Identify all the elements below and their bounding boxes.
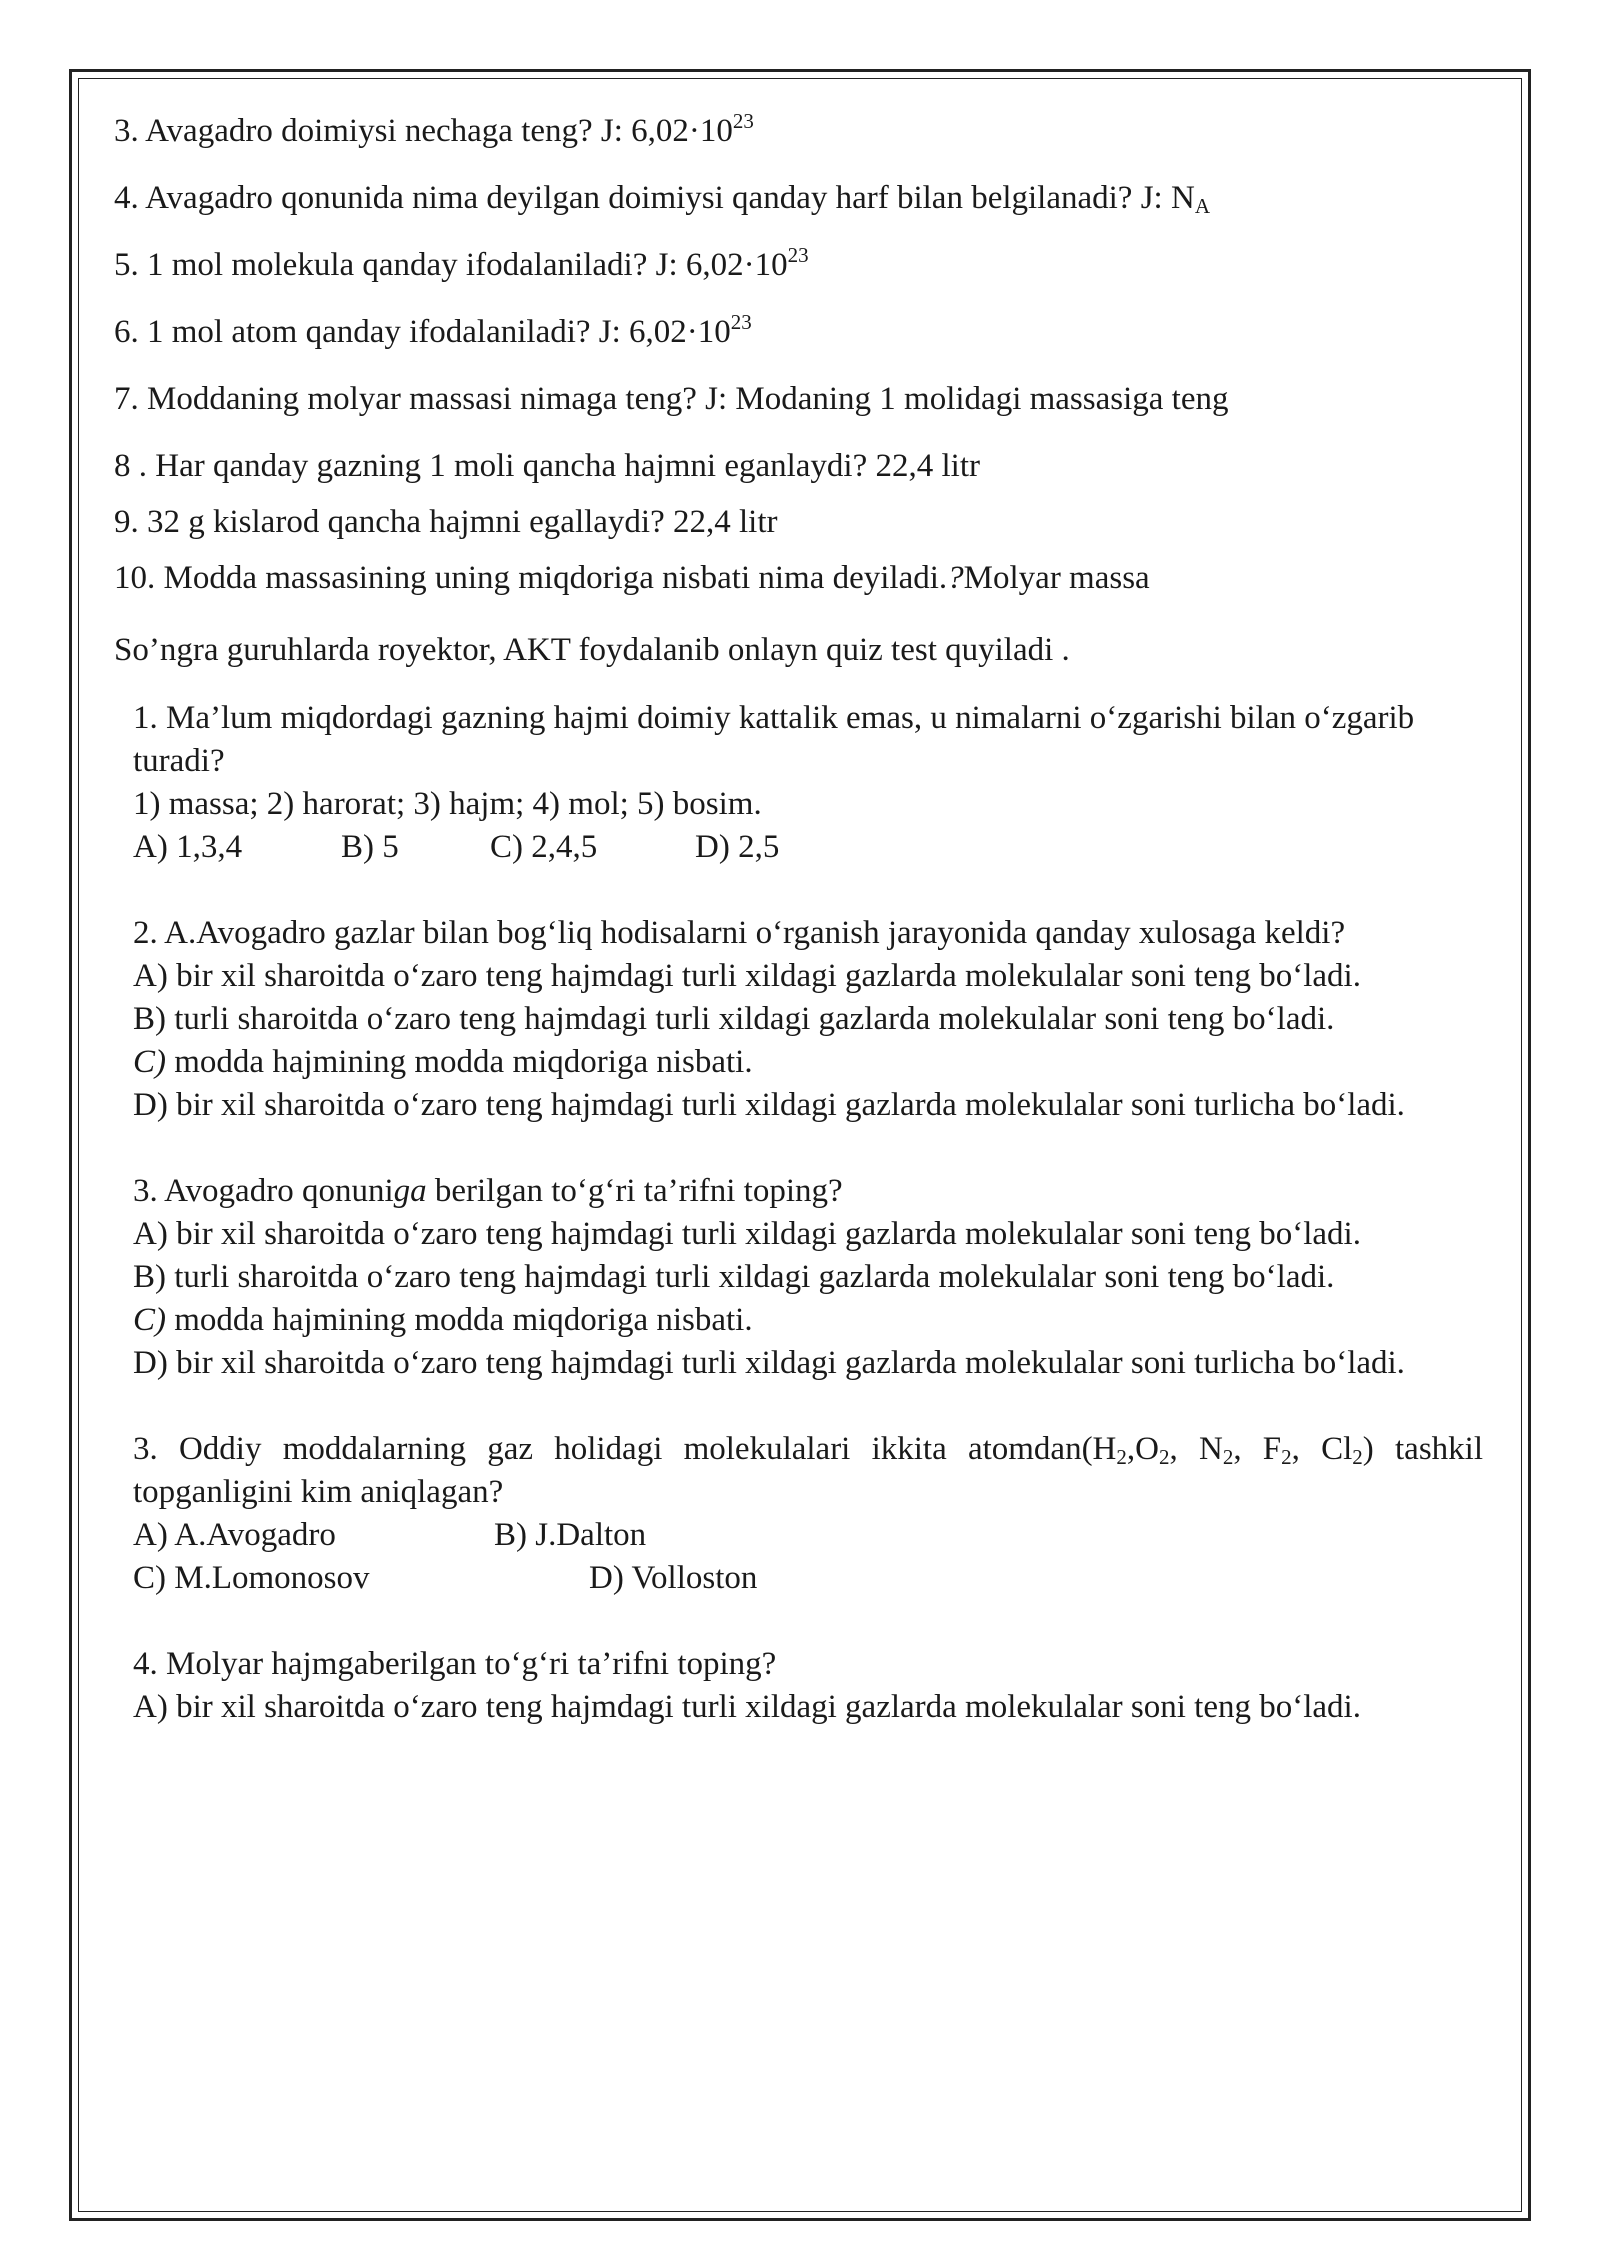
option-b: B) turli sharoitda o‘zaro teng hajmdagi turli xildagi gazlarda molekulalar soni teng bo‘ladi.: [133, 1259, 1335, 1295]
answer-7: 7. Moddaning molyar massasi nimaga teng? J: Modaning 1 molidagi massasiga teng: [114, 381, 1229, 417]
quiz-question-2: [133, 912, 1483, 1127]
quiz-question-1: [133, 697, 1483, 869]
option-d: D) Volloston: [589, 1560, 758, 1596]
option-c: C) 2,4,5: [490, 829, 598, 865]
question-text: 2. A.Avogadro gazlar bilan bog‘liq hodisalarni o‘rganish jarayonida qanday xulosaga keldi?: [133, 915, 1346, 951]
option-a: A) A.Avogadro: [133, 1517, 336, 1553]
answer-options-row-2: [133, 1557, 1483, 1600]
option-a: A) 1,3,4: [133, 829, 243, 865]
option-b: B) J.Dalton: [494, 1517, 647, 1553]
option-c: C) modda hajmining modda miqdoriga nisbati.: [133, 1044, 753, 1080]
quiz-question-3b: [133, 1428, 1483, 1600]
question-text: 3. Oddiy moddalarning gaz holidagi molekulalari ikkita $atomdan(H_2,O_2$, $N_2$, $F_2$, $Cl_2$) tashkil topganligini kim aniqlagan?: [133, 1431, 1483, 1510]
quiz-question-4: [133, 1643, 1483, 1729]
document-body: [114, 110, 1484, 1729]
option-a: A) bir xil sharoitda o‘zaro teng hajmdagi turli xildagi gazlarda molekulalar soni teng bo‘ladi.: [133, 1689, 1361, 1725]
answer-8: 8 . Har qanday gazning 1 moli qancha hajmni eganlaydi? 22,4 litr: [114, 448, 980, 484]
quiz-question-3: [133, 1170, 1483, 1385]
question-text: 4. Molyar hajmgaberilgan to‘g‘ri ta’rifni toping?: [133, 1646, 777, 1682]
option-b: B) 5: [341, 829, 399, 865]
option-c: C) M.Lomonosov: [133, 1560, 370, 1596]
question-text: 1. Ma’lum miqdordagi gazning hajmi doimiy kattalik emas, u nimalarni o‘zgarishi bilan o‘zgarib turadi?: [133, 700, 1415, 779]
option-d: D) bir xil sharoitda o‘zaro teng hajmdagi turli xildagi gazlarda molekulalar soni turlicha bo‘ladi.: [133, 1345, 1405, 1381]
answer-4: 4. Avagadro qonunida nima deyilgan doimiysi qanday harf bilan belgilanadi? J: $N_A$: [114, 180, 1210, 218]
answer-9: 9. 32 g kislarod qancha hajmni egallaydi? 22,4 litr: [114, 504, 778, 540]
option-c: C) modda hajmining modda miqdoriga nisbati.: [133, 1302, 753, 1338]
answer-3: 3. Avagadro doimiysi nechaga teng? J: $6,02\cdot 10^{23}$: [114, 109, 754, 149]
answer-6: 6. 1 mol atom qanday ifodalaniladi? J: $6,02\cdot 10^{23}$: [114, 310, 752, 350]
option-b: B) turli sharoitda o‘zaro teng hajmdagi turli xildagi gazlarda molekulalar soni teng bo‘ladi.: [133, 1001, 1335, 1037]
quiz-section: [114, 697, 1483, 1729]
answer-options: [133, 826, 1483, 869]
question-list: 1) massa; 2) harorat; 3) hajm; 4) mol; 5) bosim.: [133, 786, 762, 822]
option-d: D) bir xil sharoitda o‘zaro teng hajmdagi turli xildagi gazlarda molekulalar soni turlicha bo‘ladi.: [133, 1087, 1405, 1123]
option-d: D) 2,5: [695, 829, 780, 865]
question-text: 3. Avogadro qonuniga berilgan to‘g‘ri ta’rifni toping?: [133, 1173, 843, 1209]
answer-options-row-1: [133, 1514, 1483, 1557]
option-a: A) bir xil sharoitda o‘zaro teng hajmdagi turli xildagi gazlarda molekulalar soni teng bo‘ladi.: [133, 1216, 1361, 1252]
answer-10: 10. Modda massasining uning miqdoriga nisbati nima deyiladi.?Molyar massa: [114, 560, 1150, 596]
quiz-intro: So’ngra guruhlarda royektor, AKT foydalanib onlayn quiz test quyiladi .: [114, 632, 1070, 668]
option-a: A) bir xil sharoitda o‘zaro teng hajmdagi turli xildagi gazlarda molekulalar soni teng bo‘ladi.: [133, 958, 1361, 994]
answer-5: 5. 1 mol molekula qanday ifodalaniladi? J: $6,02\cdot 10^{23}$: [114, 243, 809, 283]
